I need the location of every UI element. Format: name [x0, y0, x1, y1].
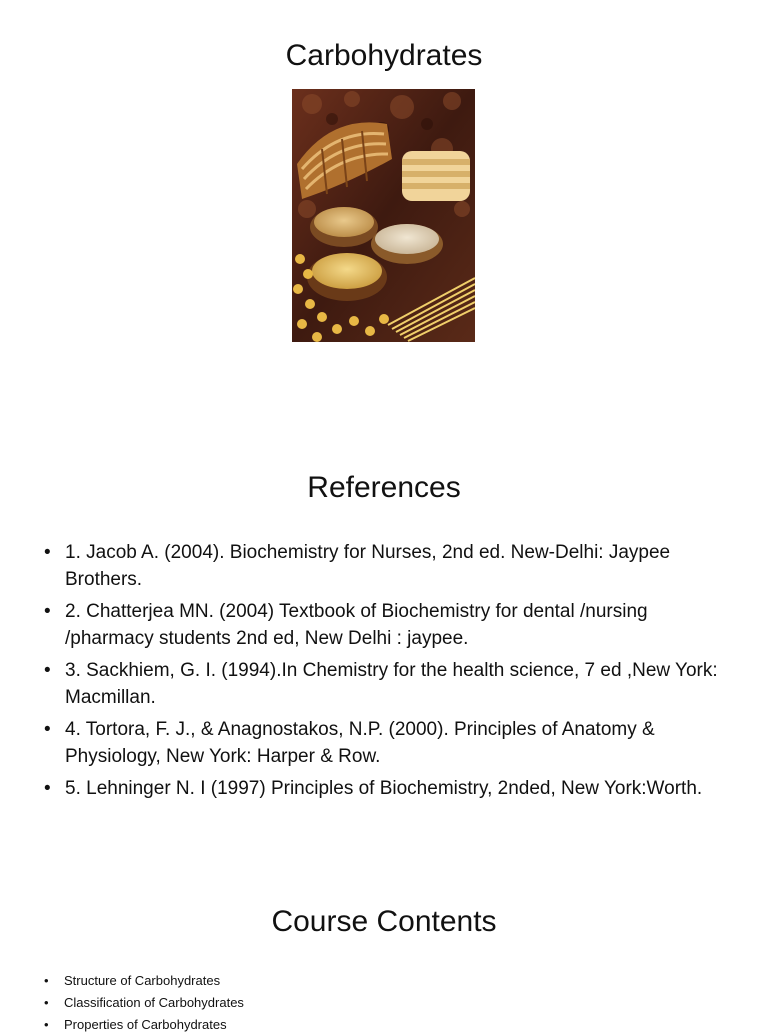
slide-title: Carbohydrates — [285, 39, 483, 72]
reference-item: • 3. Sackhiem, G. I. (1994).In Chemistry for the health science, 7 ed ,New York: Macmillan. — [44, 657, 734, 711]
course-contents-list — [44, 970, 734, 1036]
reference-item: • 2. Chatterjea MN. (2004) Textbook of Biochemistry for dental /nursing /pharmacy students 2nd ed, New Delhi : jaypee. — [44, 598, 734, 652]
carbohydrate-foods-photo — [292, 89, 475, 342]
reference-item: • 1. Jacob A. (2004). Biochemistry for Nurses, 2nd ed. New-Delhi: Jaypee Brothers. — [44, 539, 734, 593]
slide-title: References — [307, 471, 461, 504]
course-content-item: • Properties of Carbohydrates — [44, 1014, 734, 1036]
slide-title: Course Contents — [271, 905, 497, 938]
slide-course-contents — [0, 864, 768, 1032]
reference-item: • 4. Tortora, F. J., & Anagnostakos, N.P. (2000). Principles of Anatomy & Physiology, New York: Harper & Row. — [44, 716, 734, 770]
slide-carbohydrates — [0, 0, 768, 432]
reference-item: • 5. Lehninger N. I (1997) Principles of Biochemistry, 2nded, New York:Worth. — [44, 775, 734, 802]
slide-references — [0, 432, 768, 864]
course-content-item: • Classification of Carbohydrates — [44, 992, 734, 1014]
course-content-item: • Structure of Carbohydrates — [44, 970, 734, 992]
references-list — [44, 539, 734, 807]
